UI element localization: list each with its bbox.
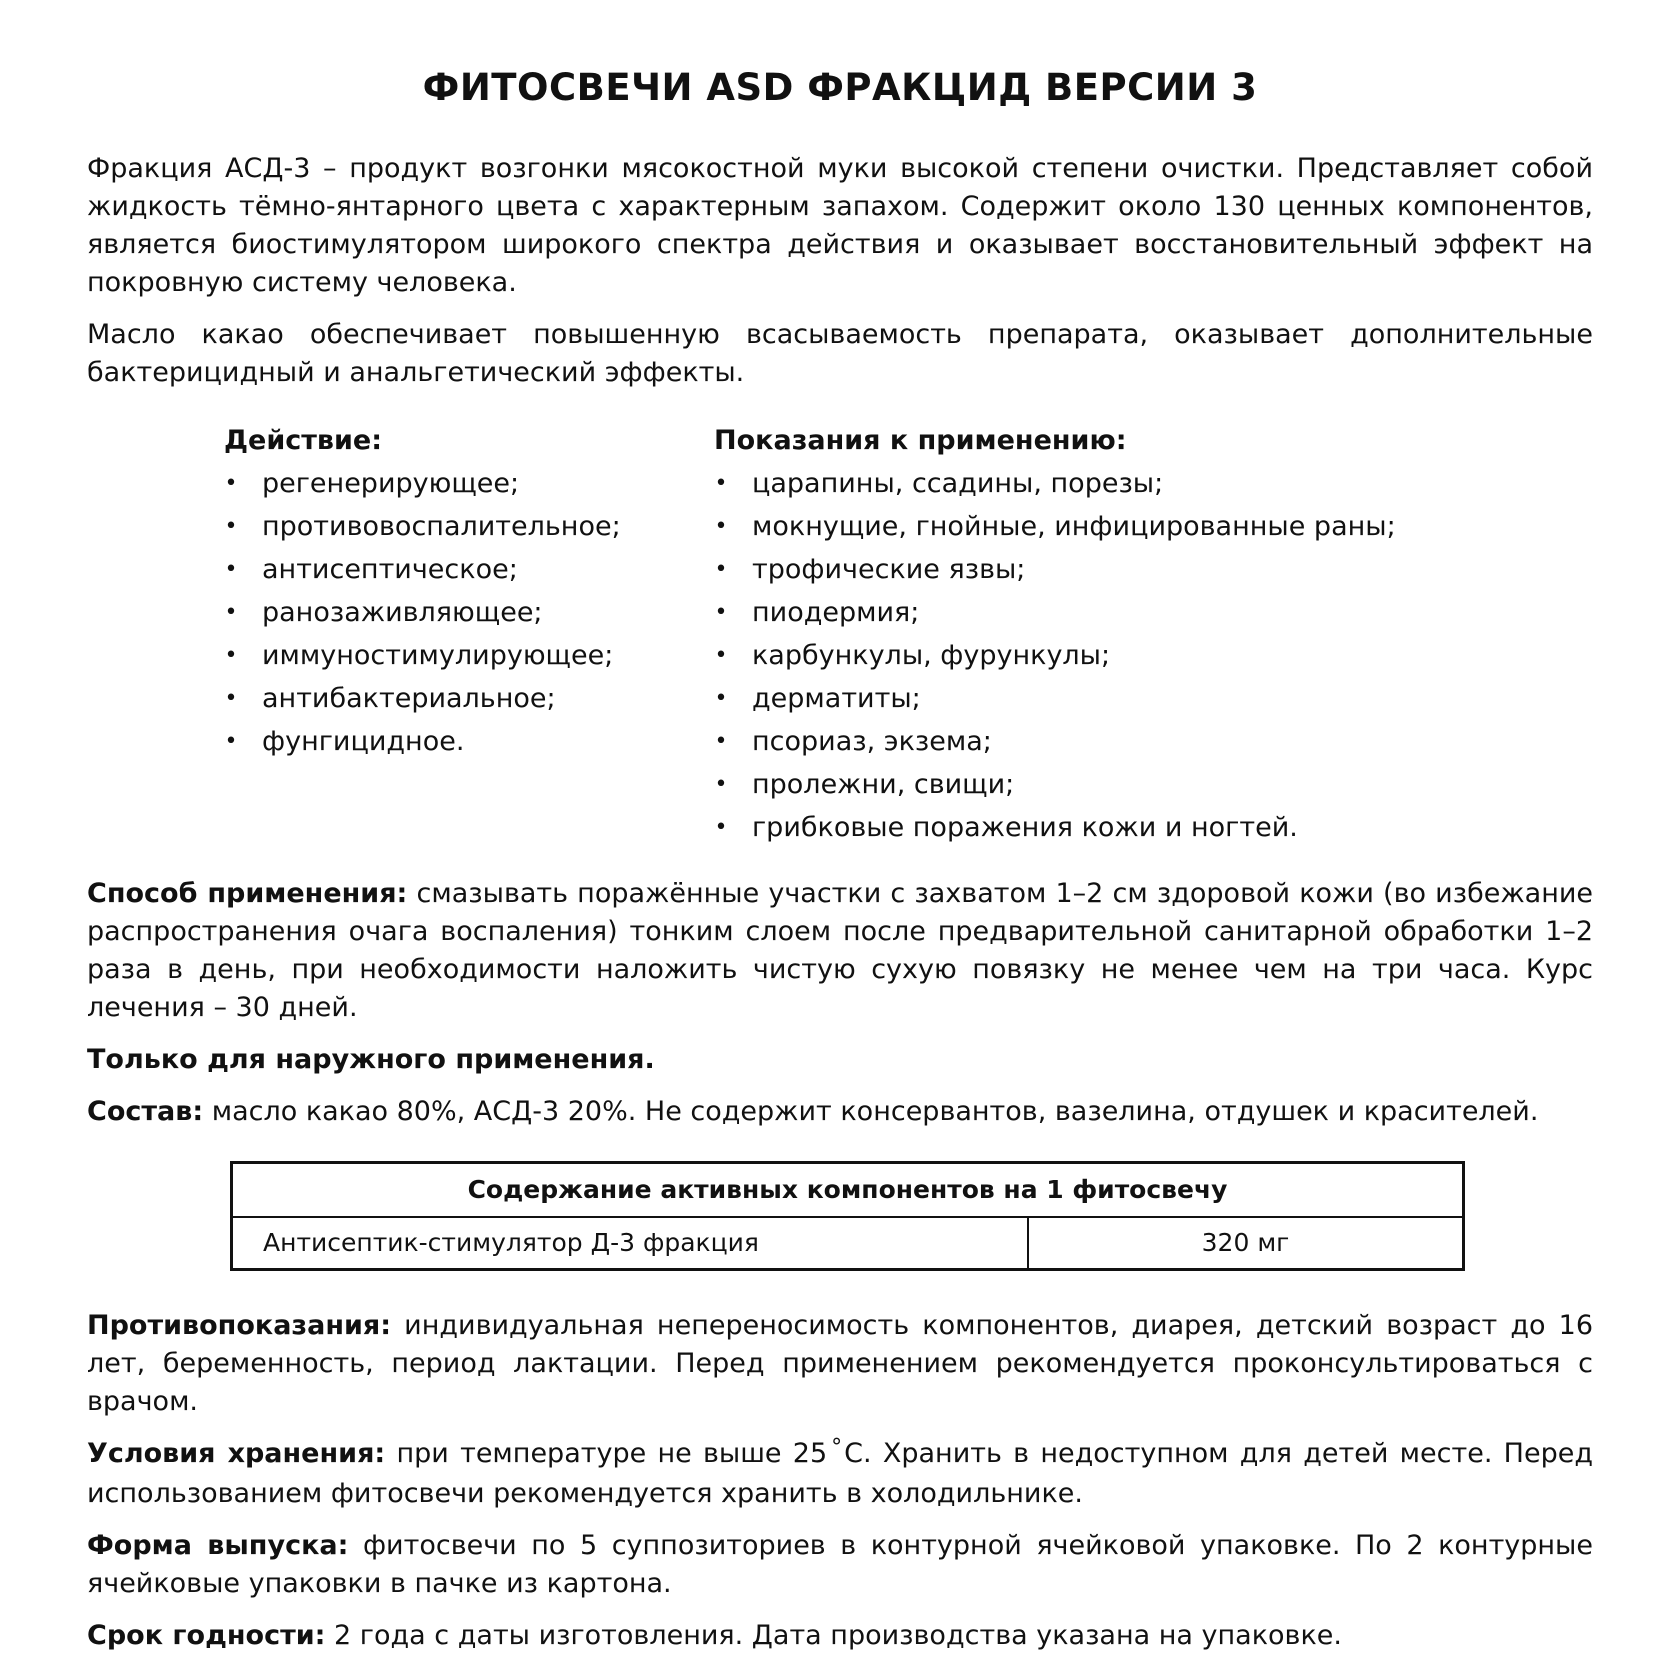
release-form-label: Форма выпуска:: [87, 1530, 349, 1561]
shelf-life-paragraph: [87, 1617, 1593, 1655]
indications-title: Показания к применению:: [714, 425, 1127, 456]
table-header-row: [232, 1163, 1464, 1218]
release-form-paragraph: [87, 1527, 1593, 1603]
bullet-icon: •: [224, 643, 238, 668]
list-item: • антибактериальное;: [224, 677, 714, 720]
bullet-icon: •: [714, 600, 728, 625]
table-header: Содержание активных компонентов на 1 фитосвечу: [232, 1163, 1464, 1218]
list-item: • царапины, ссадины, порезы;: [714, 462, 1474, 505]
list-item: • мокнущие, гнойные, инфицированные раны;: [714, 505, 1474, 548]
composition-label: Состав:: [87, 1096, 204, 1127]
usage-label: Способ применения:: [87, 878, 408, 909]
table-row: [232, 1217, 1464, 1270]
action-indications-columns: [224, 420, 1593, 849]
bullet-icon: •: [224, 600, 238, 625]
action-column: [224, 420, 714, 849]
contraindications-label: Противопоказания:: [87, 1310, 392, 1341]
shelf-life-label: Срок годности:: [87, 1620, 326, 1651]
bullet-icon: •: [224, 729, 238, 754]
contraindications-text: индивидуальная непереносимость компонентов, диарея, детский возраст до 16 лет, беременность, период лактации. Перед применением рекомендуется проконсультироваться с врачом.: [87, 1310, 1593, 1417]
storage-text-after: С. Хранить в недоступном для детей месте. Перед использованием фитосвечи рекомендуется хранить в холодильнике.: [87, 1438, 1593, 1509]
list-item: • антисептическое;: [224, 548, 714, 591]
bullet-icon: •: [224, 557, 238, 582]
action-title: Действие:: [224, 425, 383, 456]
list-item: • фунгицидное.: [224, 720, 714, 763]
list-item: • грибковые поражения кожи и ногтей.: [714, 806, 1474, 849]
active-components-table-wrap: [230, 1161, 1465, 1271]
intro-paragraph-1: Фракция АСД-3 – продукт возгонки мясокостной муки высокой степени очистки. Представляет собой жидкость тёмно-янтарного цвета с характерным запахом. Содержит около 130 ценных компонентов, является биостимулятором широкого спектра действия и оказывает восстановительный эффект на покровную систему человека.: [87, 153, 1593, 298]
bullet-icon: •: [714, 815, 728, 840]
list-item: • дерматиты;: [714, 677, 1474, 720]
release-form-text: фитосвечи по 5 суппозиториев в контурной ячейковой упаковке. По 2 контурные ячейковые упаковки в пачке из картона.: [87, 1530, 1593, 1599]
composition-text: масло какао 80%, АСД-3 20%. Не содержит консервантов, вазелина, отдушек и красителей.: [203, 1096, 1539, 1127]
list-item: • пиодермия;: [714, 591, 1474, 634]
bullet-icon: •: [714, 643, 728, 668]
usage-paragraph: [87, 875, 1593, 1027]
indications-column: [714, 420, 1474, 849]
external-only-note: Только для наружного применения.: [87, 1044, 655, 1075]
active-components-table: [230, 1161, 1465, 1271]
bullet-icon: •: [714, 772, 728, 797]
shelf-life-text: 2 года с даты изготовления. Дата производства указана на упаковке.: [325, 1620, 1342, 1651]
list-item: • иммуностимулирующее;: [224, 634, 714, 677]
intro-paragraph-2: Масло какао обеспечивает повышенную всасываемость препарата, оказывает дополнительные бактерицидный и анальгетический эффекты.: [87, 319, 1593, 388]
page-title: ФИТОСВЕЧИ ASD ФРАКЦИД ВЕРСИИ 3: [422, 66, 1258, 109]
bullet-icon: •: [714, 471, 728, 496]
list-item: • противовоспалительное;: [224, 505, 714, 548]
list-item: • ранозаживляющее;: [224, 591, 714, 634]
bullet-icon: •: [714, 514, 728, 539]
storage-paragraph: [87, 1435, 1593, 1513]
contraindications-paragraph: [87, 1307, 1593, 1421]
storage-label: Условия хранения:: [87, 1438, 386, 1469]
bullet-icon: •: [224, 514, 238, 539]
usage-text: смазывать поражённые участки с захватом 1–2 см здоровой кожи (во избежание распространения очага воспаления) тонким слоем после предварительной санитарной обработки 1–2 раза в день, при необходимости наложить чистую сухую повязку не менее чем на три часа. Курс лечения – 30 дней.: [87, 878, 1594, 1023]
list-item: • пролежни, свищи;: [714, 763, 1474, 806]
list-item: • регенерирующее;: [224, 462, 714, 505]
list-item: • карбункулы, фурункулы;: [714, 634, 1474, 677]
action-list: [224, 462, 714, 763]
indications-list: [714, 462, 1474, 849]
component-value-cell: 320 мг: [1028, 1217, 1464, 1270]
storage-text-before: при температуре не выше 25: [385, 1438, 828, 1469]
component-name-cell: Антисептик-стимулятор Д-3 фракция: [232, 1217, 1029, 1270]
bullet-icon: •: [714, 729, 728, 754]
bullet-icon: •: [224, 471, 238, 496]
bullet-icon: •: [714, 686, 728, 711]
bullet-icon: •: [224, 686, 238, 711]
list-item: • трофические язвы;: [714, 548, 1474, 591]
composition-paragraph: [87, 1093, 1593, 1131]
list-item: • псориаз, экзема;: [714, 720, 1474, 763]
bullet-icon: •: [714, 557, 728, 582]
degree-symbol: °: [831, 1435, 843, 1460]
